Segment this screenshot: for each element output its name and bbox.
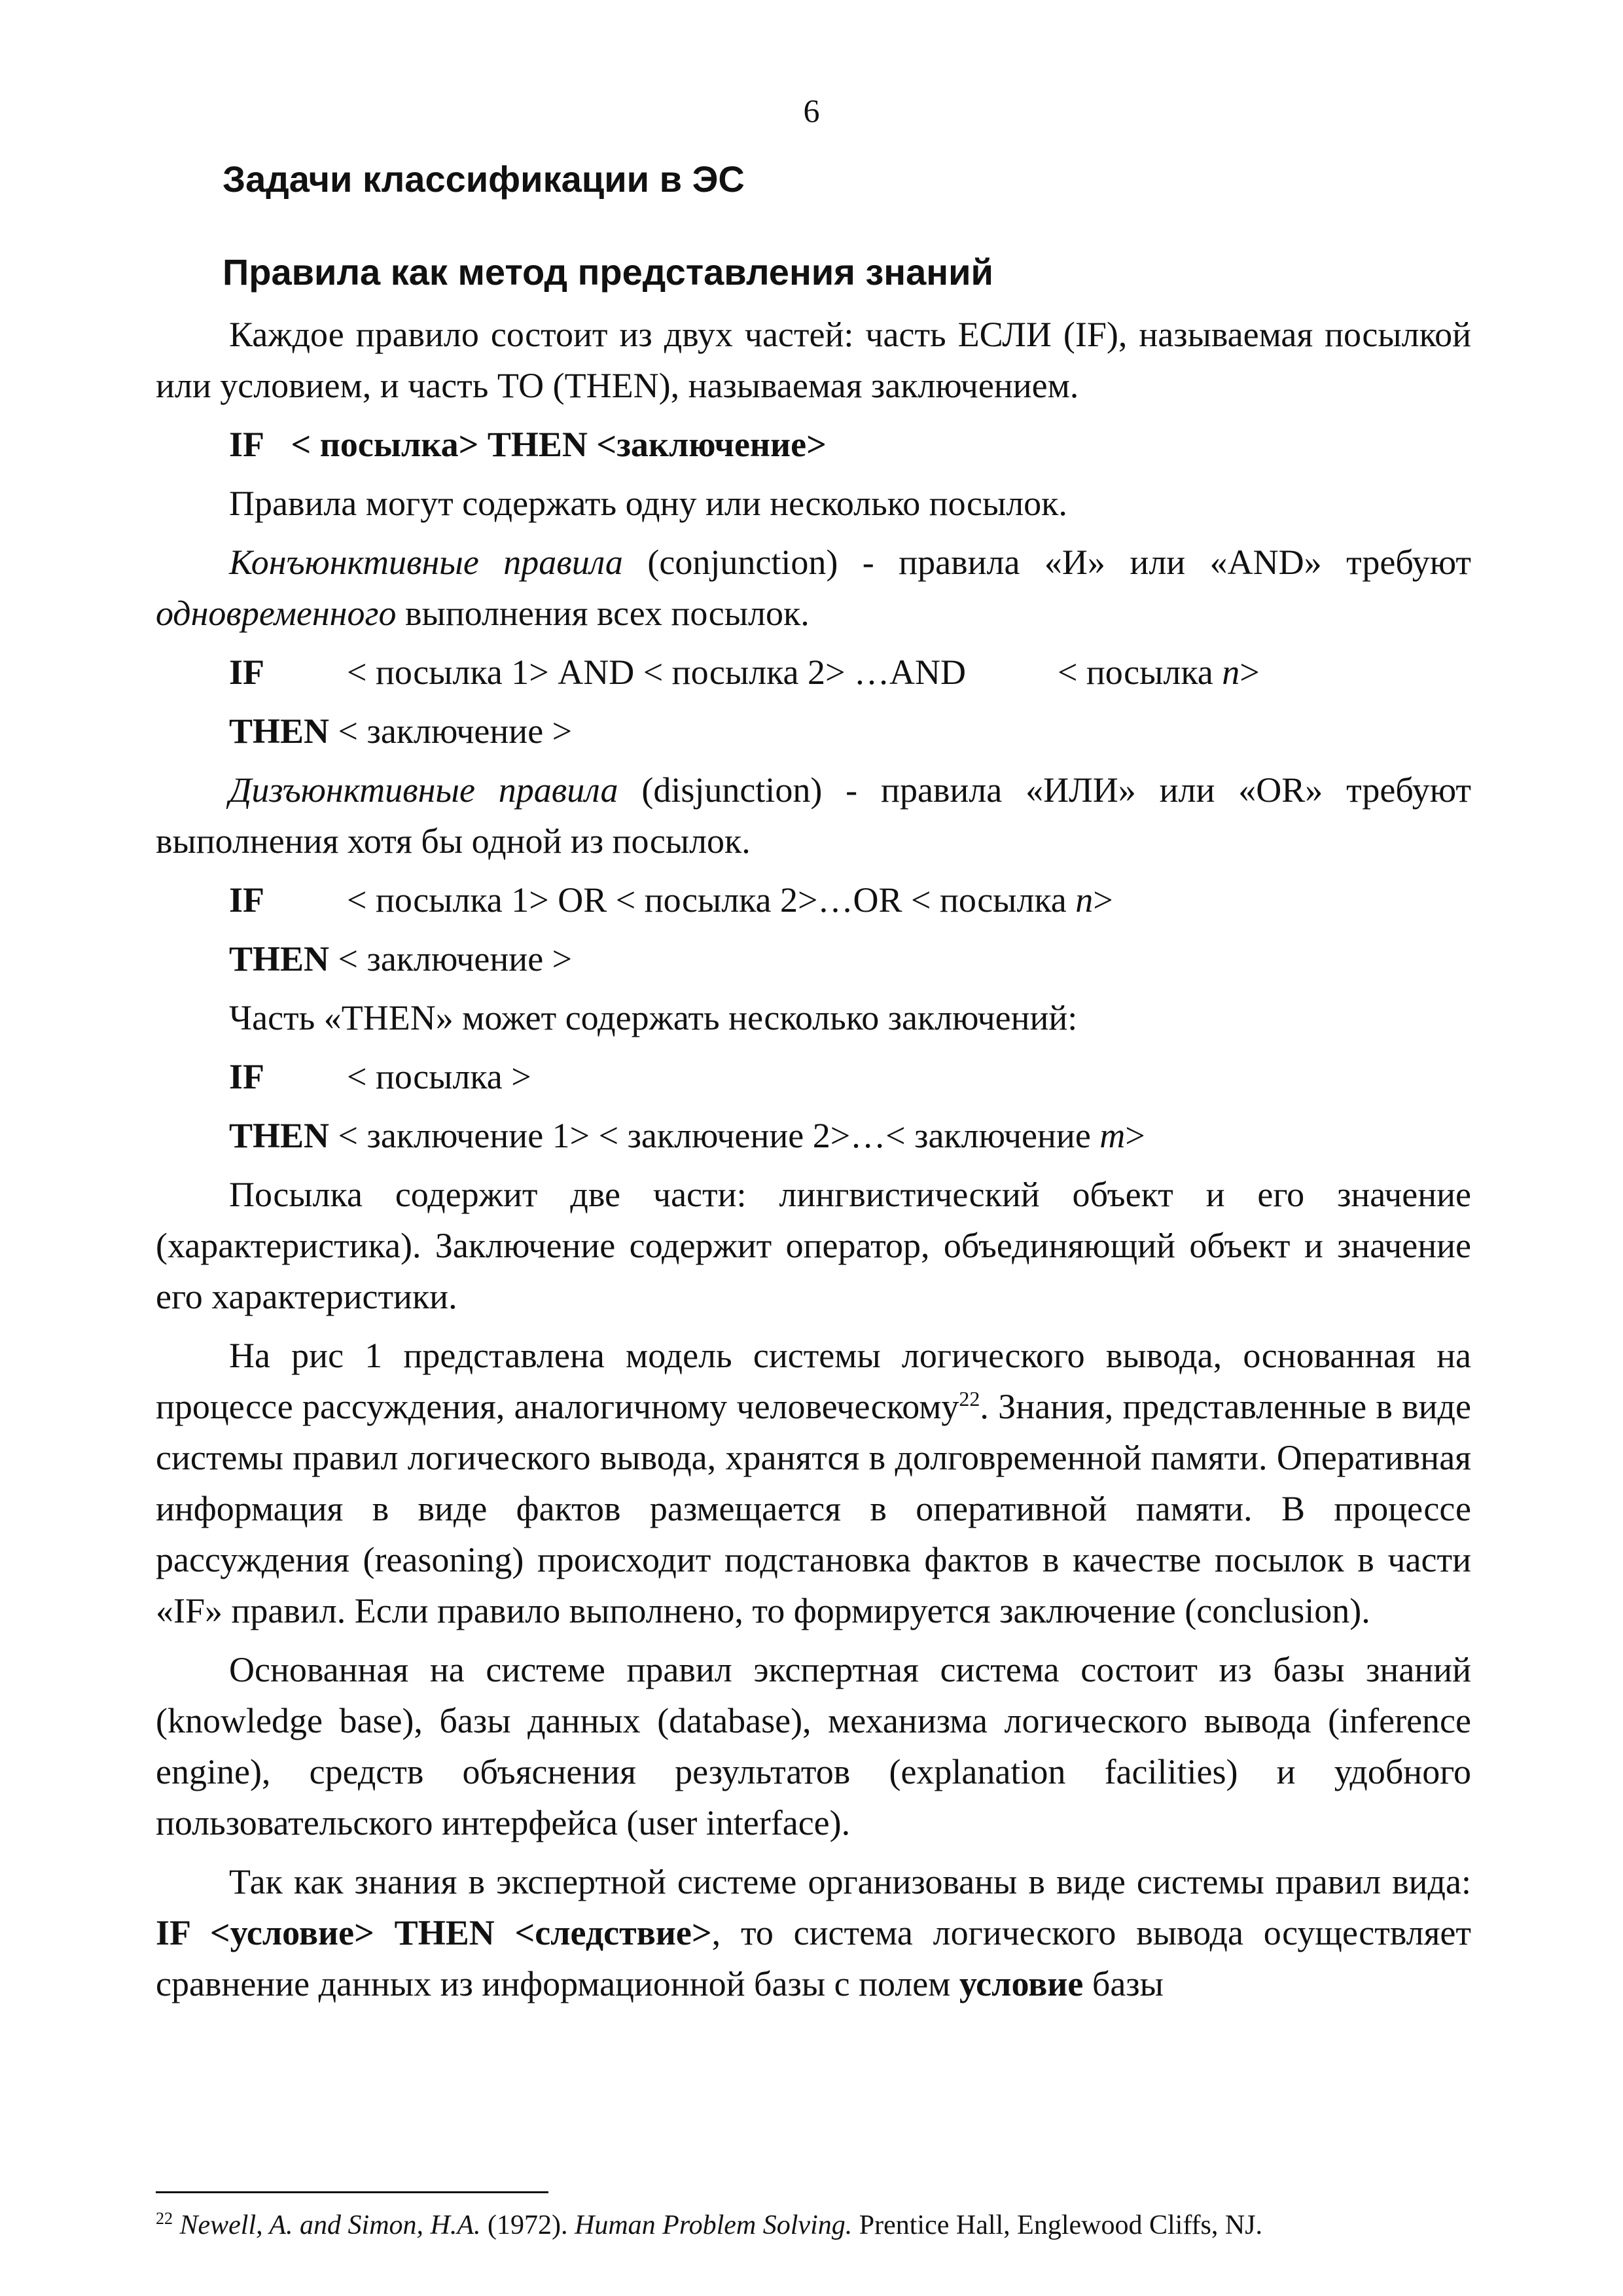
paragraph-premises-count: Правила могут содержать одну или несколько посылок.: [229, 484, 1067, 523]
if-keyword: IF: [229, 880, 264, 920]
footnote-title: Human Problem Solving.: [575, 2210, 853, 2240]
paragraph-knowledge-organization: Так как знания в экспертной системе организованы в виде системы правил вида: IF <условие> THEN <следствие>, то система логического вывода осуществляет сравнение данных из информационной базы с полем условие базы: [156, 1862, 1471, 2003]
rule-syntax-basic: [229, 419, 1471, 470]
paragraph-expert-system-components: Основанная на системе правил экспертная система состоит из базы знаний (knowledge base), базы данных (database), механизма логического вывода (inference engine), средств объяснения результатов (explanation facilities) и удобного пользовательского интерфейса (user interface).: [156, 1650, 1471, 1842]
footnote-authors: Newell, A. and Simon, H.A.: [179, 2210, 481, 2240]
page-number: 6: [803, 92, 820, 129]
rule-syntax-or-then: THEN < заключение >: [229, 939, 573, 978]
footnote-number: 22: [156, 2209, 173, 2228]
term-disjunctive: Дизъюнктивные правила: [229, 770, 618, 810]
rule-syntax-and: IF < посылка 1> AND < посылка 2> …AND < посылка n>: [229, 647, 1471, 698]
paragraph-inference-model: На рис 1 представлена модель системы логического вывода, основанная на процессе рассуждения, аналогичному человеческому$^{22}$. Знания, представленные в виде системы правил логического вывода, хранятся в долговременной памяти. Оперативная информация в виде фактов размещается в оперативной памяти. В процессе рассуждения (reasoning) происходит подстановка фактов в качестве посылок в части «IF» правил. Если правило выполнено, то формируется заключение (conclusion).: [156, 1336, 1471, 1630]
then-keyword: THEN: [229, 939, 330, 978]
then-keyword: THEN: [229, 1116, 330, 1155]
footnote: $^{22}$ Newell, A. and Simon, H.A. (1972). Human Problem Solving. Prentice Hall, Englewood Cliffs, NJ.: [156, 2209, 1263, 2240]
premise-placeholder: < посылка>: [291, 425, 479, 464]
footnote-ref: 22: [959, 1387, 980, 1410]
rule-syntax-multi-then: THEN < заключение 1> < заключение 2>…< заключение m>: [229, 1116, 1145, 1155]
paragraph-multiple-conclusions: Часть «THEN» может содержать несколько заключений:: [229, 998, 1078, 1037]
paragraph-rule-parts: Каждое правило состоит из двух частей: часть ЕСЛИ (IF), называемая посылкой или условием, и часть ТО (THEN), называемая заключением.: [156, 315, 1471, 405]
conclusion-placeholder: <заключение>: [596, 425, 827, 464]
paragraph-premise-structure: Посылка содержит две части: лингвистический объект и его значение (характеристика). Заключение содержит оператор, объединяющий объект и значение его характеристики.: [156, 1175, 1471, 1316]
if-keyword: IF: [229, 1057, 264, 1096]
paragraph-disjunctive: Дизъюнктивные правила (disjunction) - правила «ИЛИ» или «OR» требуют выполнения хотя бы одной из посылок.: [156, 770, 1471, 861]
paragraph-conjunctive: Конъюнктивные правила (conjunction) - правила «И» или «AND» требуют одновременного выполнения всех посылок.: [156, 543, 1471, 633]
then-keyword: THEN: [487, 425, 588, 464]
if-keyword: IF: [229, 653, 264, 692]
page-content: [156, 147, 1471, 2017]
rule-syntax-multi-if: IF < посылка >: [229, 1051, 1471, 1102]
subsection-heading: Правила как метод представления знаний: [223, 251, 993, 293]
term-simultaneous: одновременного: [156, 594, 397, 633]
section-heading: Задачи классификации в ЭС: [223, 158, 745, 200]
footnote-separator: [156, 2191, 548, 2193]
rule-syntax-or: IF < посылка 1> OR < посылка 2>…OR < посылка n>: [229, 874, 1471, 925]
term-conjunctive: Конъюнктивные правила: [229, 543, 623, 582]
if-keyword: IF: [229, 425, 264, 464]
then-keyword: THEN: [229, 711, 330, 751]
rule-syntax-and-then: THEN < заключение >: [229, 711, 573, 751]
